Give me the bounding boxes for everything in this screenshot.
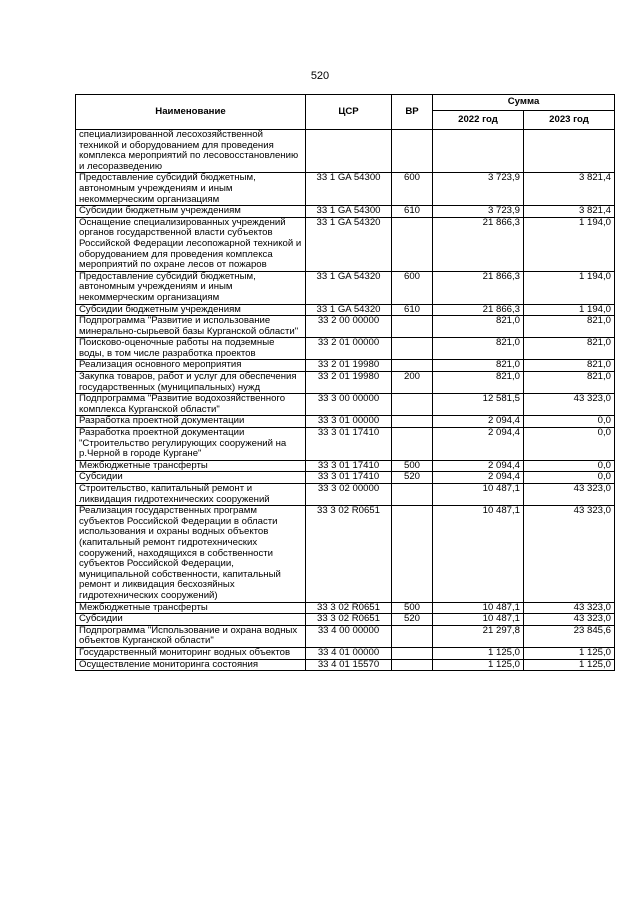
row-sum-2022: 2 094,4	[433, 460, 524, 472]
row-vr: 200	[392, 372, 433, 394]
row-name: Разработка проектной документации "Строительство регулирующих сооружений на р.Черной в городе Кургане"	[76, 428, 306, 461]
row-csr: 33 1 GA 54320	[306, 304, 392, 316]
header-sum: Сумма	[433, 95, 615, 111]
row-name: Подпрограмма "Развитие водохозяйственного комплекса Курганской области"	[76, 394, 306, 416]
row-sum-2023: 43 323,0	[524, 394, 615, 416]
row-sum-2022: 3 723,9	[433, 173, 524, 206]
row-vr	[392, 625, 433, 647]
row-sum-2022: 821,0	[433, 338, 524, 360]
row-vr	[392, 647, 433, 659]
header-year-2023: 2023 год	[524, 111, 615, 130]
row-vr	[392, 394, 433, 416]
page-number: 520	[310, 70, 330, 82]
row-sum-2023: 0,0	[524, 460, 615, 472]
row-sum-2022: 2 094,4	[433, 428, 524, 461]
header-csr: ЦСР	[306, 95, 392, 130]
row-name: Межбюджетные трансферты	[76, 602, 306, 614]
row-vr: 500	[392, 460, 433, 472]
row-name: Оснащение специализированных учреждений органов государственной власти субъектов Российской Федерации лесопожарной техникой и оборудованием для проведения комплекса мероприятий по охране лесов от пожаров	[76, 217, 306, 271]
row-sum-2022: 1 125,0	[433, 647, 524, 659]
row-name: Реализация государственных программ субъектов Российской Федерации в области использования и охраны водных объектов (капитальный ремонт гидротехнических сооружений, находящихся в собственности субъектов Российской Федерации, муниципальной собственности, капитальный ремонт и ликвидация бесхозяйных гидротехнических сооружений)	[76, 506, 306, 602]
header-name: Наименование	[76, 95, 306, 130]
table-row	[76, 416, 615, 428]
row-csr: 33 2 01 19980	[306, 372, 392, 394]
row-sum-2023: 23 845,6	[524, 625, 615, 647]
row-sum-2023: 1 194,0	[524, 217, 615, 271]
row-sum-2023: 43 323,0	[524, 484, 615, 506]
row-sum-2023: 1 125,0	[524, 647, 615, 659]
table-row	[76, 428, 615, 461]
row-csr: 33 3 01 00000	[306, 416, 392, 428]
row-sum-2022: 21 866,3	[433, 304, 524, 316]
row-sum-2022: 10 487,1	[433, 506, 524, 602]
row-sum-2022: 12 581,5	[433, 394, 524, 416]
row-name: Поисково-оценочные работы на подземные воды, в том числе разработка проектов	[76, 338, 306, 360]
table-row	[76, 625, 615, 647]
table-row	[76, 217, 615, 271]
table-row	[76, 659, 615, 671]
row-name: Реализация основного мероприятия	[76, 360, 306, 372]
row-vr	[392, 416, 433, 428]
row-sum-2023	[524, 130, 615, 173]
row-name: Подпрограмма "Использование и охрана водных объектов Курганской области"	[76, 625, 306, 647]
row-csr: 33 1 GA 54300	[306, 206, 392, 218]
row-sum-2023: 821,0	[524, 338, 615, 360]
row-sum-2023: 1 194,0	[524, 304, 615, 316]
table-row	[76, 602, 615, 614]
table-row	[76, 206, 615, 218]
row-csr: 33 3 02 R0651	[306, 602, 392, 614]
table-row	[76, 173, 615, 206]
row-sum-2023: 821,0	[524, 316, 615, 338]
budget-table	[75, 94, 615, 671]
row-csr: 33 1 GA 54320	[306, 271, 392, 304]
table-row	[76, 484, 615, 506]
row-csr: 33 1 GA 54320	[306, 217, 392, 271]
row-csr: 33 2 00 00000	[306, 316, 392, 338]
row-name: Государственный мониторинг водных объектов	[76, 647, 306, 659]
row-csr: 33 3 01 17410	[306, 428, 392, 461]
row-vr	[392, 659, 433, 671]
table-row	[76, 271, 615, 304]
row-sum-2022: 821,0	[433, 372, 524, 394]
row-name: Предоставление субсидий бюджетным, автономным учреждениям и иным некоммерческим организациям	[76, 173, 306, 206]
table-row	[76, 130, 615, 173]
row-name: Субсидии бюджетным учреждениям	[76, 304, 306, 316]
row-sum-2022: 1 125,0	[433, 659, 524, 671]
table-row	[76, 472, 615, 484]
row-sum-2022: 21 866,3	[433, 271, 524, 304]
header-year-2022: 2022 год	[433, 111, 524, 130]
table-row	[76, 316, 615, 338]
table-row	[76, 647, 615, 659]
row-vr: 600	[392, 271, 433, 304]
row-name: Разработка проектной документации	[76, 416, 306, 428]
row-csr: 33 1 GA 54300	[306, 173, 392, 206]
row-csr: 33 3 00 00000	[306, 394, 392, 416]
table-row	[76, 360, 615, 372]
row-csr: 33 3 01 17410	[306, 460, 392, 472]
row-sum-2022: 2 094,4	[433, 472, 524, 484]
table-row	[76, 372, 615, 394]
row-vr	[392, 217, 433, 271]
header-vr: ВР	[392, 95, 433, 130]
row-csr: 33 3 02 R0651	[306, 614, 392, 626]
row-name: Субсидии	[76, 472, 306, 484]
row-sum-2023: 0,0	[524, 428, 615, 461]
table-row	[76, 338, 615, 360]
row-vr: 520	[392, 614, 433, 626]
row-vr: 520	[392, 472, 433, 484]
row-csr: 33 2 01 19980	[306, 360, 392, 372]
row-vr: 610	[392, 304, 433, 316]
row-csr	[306, 130, 392, 173]
row-vr: 500	[392, 602, 433, 614]
row-sum-2022: 10 487,1	[433, 614, 524, 626]
row-sum-2022: 3 723,9	[433, 206, 524, 218]
row-csr: 33 3 01 17410	[306, 472, 392, 484]
table-row	[76, 394, 615, 416]
row-sum-2023: 43 323,0	[524, 614, 615, 626]
row-sum-2023: 43 323,0	[524, 506, 615, 602]
row-name: Субсидии бюджетным учреждениям	[76, 206, 306, 218]
row-name: Предоставление субсидий бюджетным, автономным учреждениям и иным некоммерческим организациям	[76, 271, 306, 304]
row-sum-2022: 10 487,1	[433, 484, 524, 506]
row-name: Межбюджетные трансферты	[76, 460, 306, 472]
row-vr	[392, 316, 433, 338]
table-row	[76, 304, 615, 316]
row-sum-2023: 1 125,0	[524, 659, 615, 671]
row-sum-2022: 821,0	[433, 316, 524, 338]
row-sum-2022	[433, 130, 524, 173]
row-vr	[392, 338, 433, 360]
row-name: Строительство, капитальный ремонт и ликвидация гидротехнических сооружений	[76, 484, 306, 506]
row-name: Подпрограмма "Развитие и использование минерально-сырьевой базы Курганской области"	[76, 316, 306, 338]
row-vr	[392, 506, 433, 602]
row-vr	[392, 484, 433, 506]
table-row	[76, 506, 615, 602]
row-sum-2023: 3 821,4	[524, 173, 615, 206]
row-sum-2022: 10 487,1	[433, 602, 524, 614]
row-sum-2023: 1 194,0	[524, 271, 615, 304]
row-vr: 600	[392, 173, 433, 206]
row-vr: 610	[392, 206, 433, 218]
row-sum-2022: 21 866,3	[433, 217, 524, 271]
row-sum-2023: 0,0	[524, 416, 615, 428]
row-csr: 33 3 02 R0651	[306, 506, 392, 602]
row-csr: 33 4 00 00000	[306, 625, 392, 647]
row-name: Осуществление мониторинга состояния	[76, 659, 306, 671]
row-csr: 33 3 02 00000	[306, 484, 392, 506]
row-name: специализированной лесохозяйственной техникой и оборудованием для проведения комплекса мероприятий по лесовосстановлению и лесоразведению	[76, 130, 306, 173]
row-sum-2023: 43 323,0	[524, 602, 615, 614]
row-vr	[392, 360, 433, 372]
row-sum-2022: 21 297,8	[433, 625, 524, 647]
row-sum-2022: 821,0	[433, 360, 524, 372]
table-body	[76, 130, 615, 671]
row-name: Закупка товаров, работ и услуг для обеспечения государственных (муниципальных) нужд	[76, 372, 306, 394]
row-csr: 33 2 01 00000	[306, 338, 392, 360]
row-vr	[392, 130, 433, 173]
table-row	[76, 460, 615, 472]
row-csr: 33 4 01 00000	[306, 647, 392, 659]
row-csr: 33 4 01 15570	[306, 659, 392, 671]
row-sum-2023: 821,0	[524, 360, 615, 372]
row-sum-2022: 2 094,4	[433, 416, 524, 428]
row-sum-2023: 0,0	[524, 472, 615, 484]
row-sum-2023: 3 821,4	[524, 206, 615, 218]
row-name: Субсидии	[76, 614, 306, 626]
row-sum-2023: 821,0	[524, 372, 615, 394]
row-vr	[392, 428, 433, 461]
table-row	[76, 614, 615, 626]
